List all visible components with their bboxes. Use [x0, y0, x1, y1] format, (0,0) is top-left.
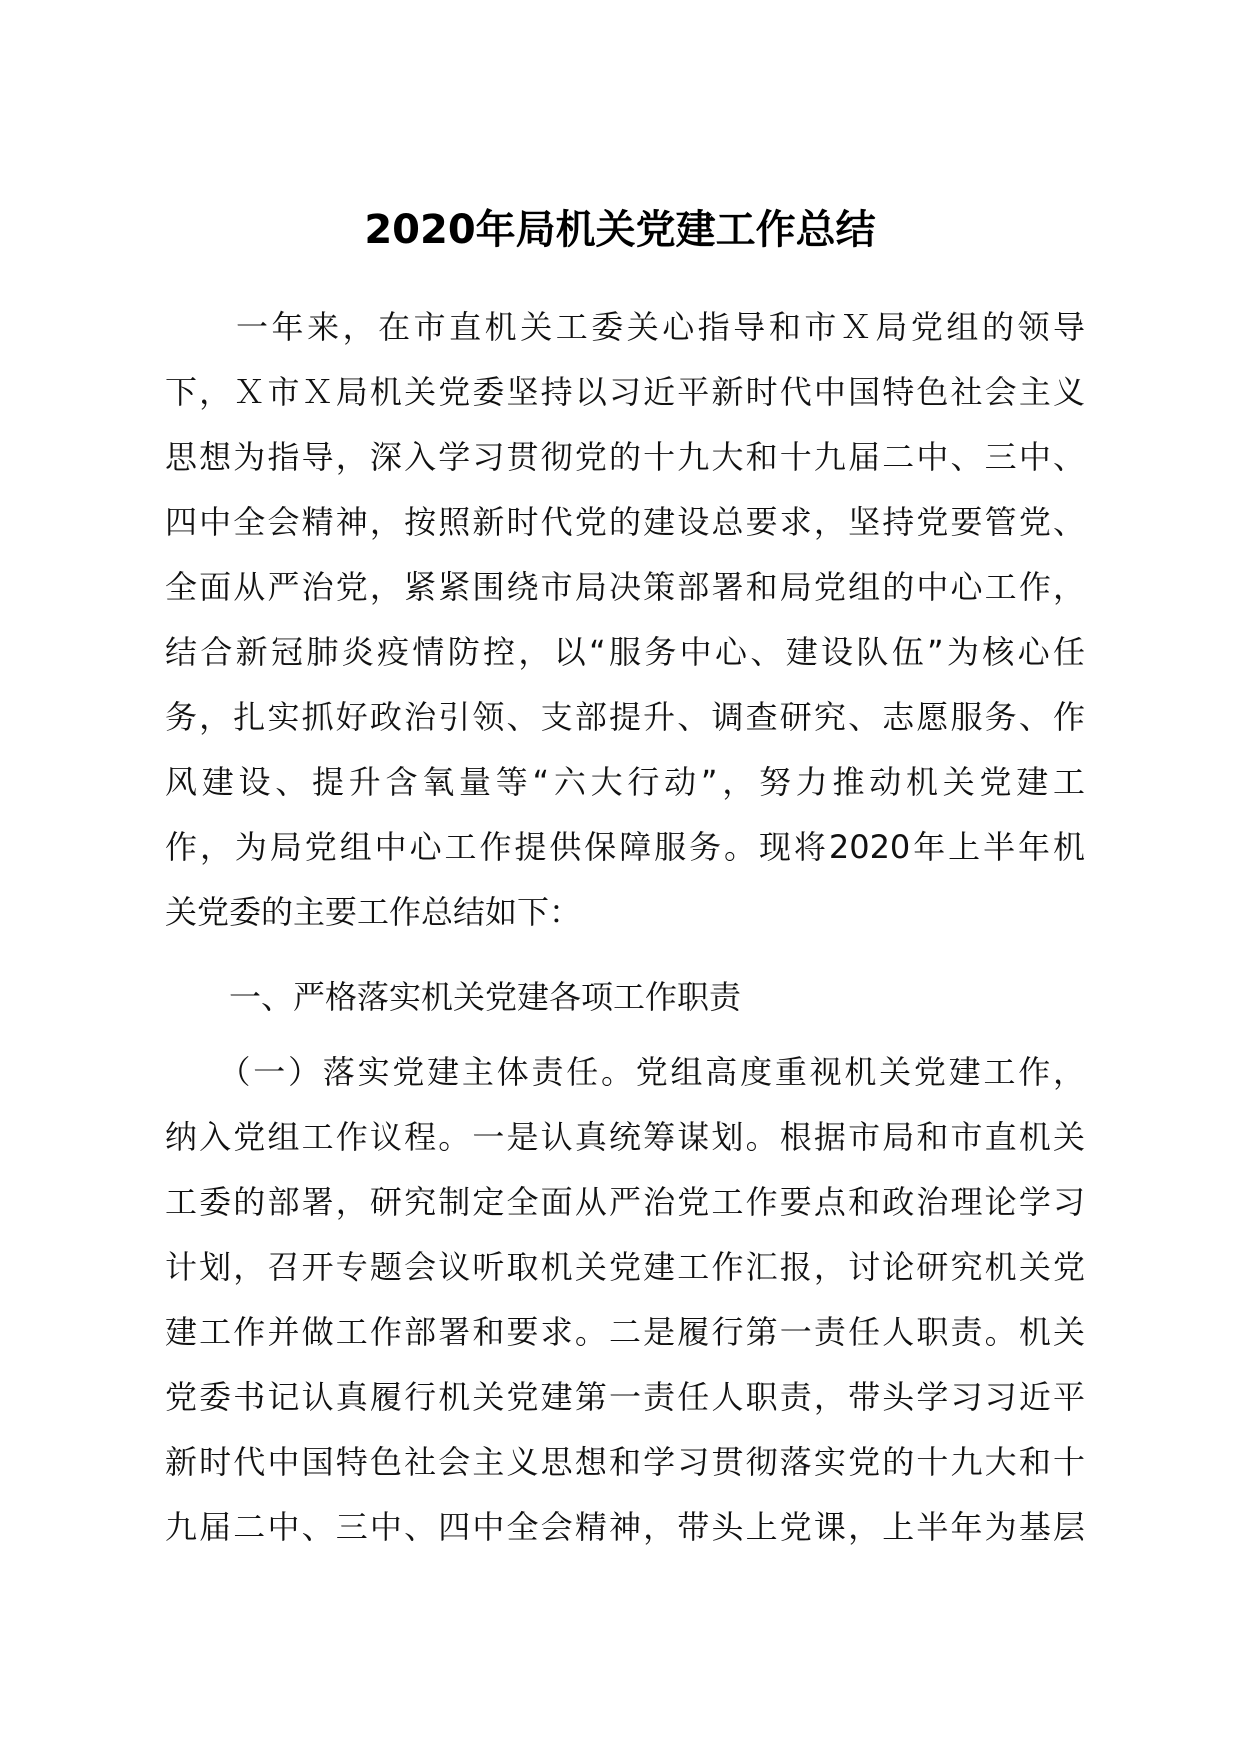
paragraph-line: （一）落实党建主体责任。党组高度重视机关党建工作，: [165, 1053, 1085, 1091]
paragraph-line: 新时代中国特色社会主义思想和学习贯彻落实党的十九大和十: [165, 1443, 1085, 1481]
paragraph-line: 风建设、提升含氧量等“六大行动”，努力推动机关党建工: [165, 763, 1085, 801]
section-paragraph: [165, 1040, 1085, 1560]
paragraph-line: 党委书记认真履行机关党建第一责任人职责，带头学习习近平: [165, 1378, 1085, 1416]
paragraph-line: 纳入党组工作议程。一是认真统筹谋划。根据市局和市直机关: [165, 1118, 1085, 1156]
paragraph-line: 关党委的主要工作总结如下：: [165, 893, 582, 931]
section-heading: [165, 965, 1085, 1030]
paragraph-line: 计划，召开专题会议听取机关党建工作汇报，讨论研究机关党: [165, 1248, 1085, 1286]
paragraph-line: 建工作并做工作部署和要求。二是履行第一责任人职责。机关: [165, 1313, 1085, 1351]
paragraph-line: 九届二中、三中、四中全会精神，带头上党课，上半年为基层: [165, 1508, 1085, 1546]
paragraph-line: 结合新冠肺炎疫情防控，以“服务中心、建设队伍”为核心任: [165, 633, 1085, 671]
paragraph-line: 作，为局党组中心工作提供保障服务。现将2020年上半年机: [165, 828, 1085, 866]
paragraph-line: 全面从严治党，紧紧围绕市局决策部署和局党组的中心工作，: [165, 568, 1085, 606]
document-title: 2020年局机关党建工作总结: [364, 207, 876, 253]
paragraph-line: 下，Ｘ市Ｘ局机关党委坚持以习近平新时代中国特色社会主义: [165, 373, 1085, 411]
intro-paragraph: [165, 295, 1085, 945]
paragraph-line: 工委的部署，研究制定全面从严治党工作要点和政治理论学习: [165, 1183, 1085, 1221]
paragraph-line: 思想为指导，深入学习贯彻党的十九大和十九届二中、三中、: [165, 438, 1085, 476]
paragraph-line: 四中全会精神，按照新时代党的建设总要求，坚持党要管党、: [165, 503, 1085, 541]
section-heading-text: 一、严格落实机关党建各项工作职责: [165, 978, 742, 1016]
paragraph-line: 一年来，在市直机关工委关心指导和市Ｘ局党组的领导: [165, 308, 1085, 346]
paragraph-line: 务，扎实抓好政治引领、支部提升、调查研究、志愿服务、作: [165, 698, 1085, 736]
